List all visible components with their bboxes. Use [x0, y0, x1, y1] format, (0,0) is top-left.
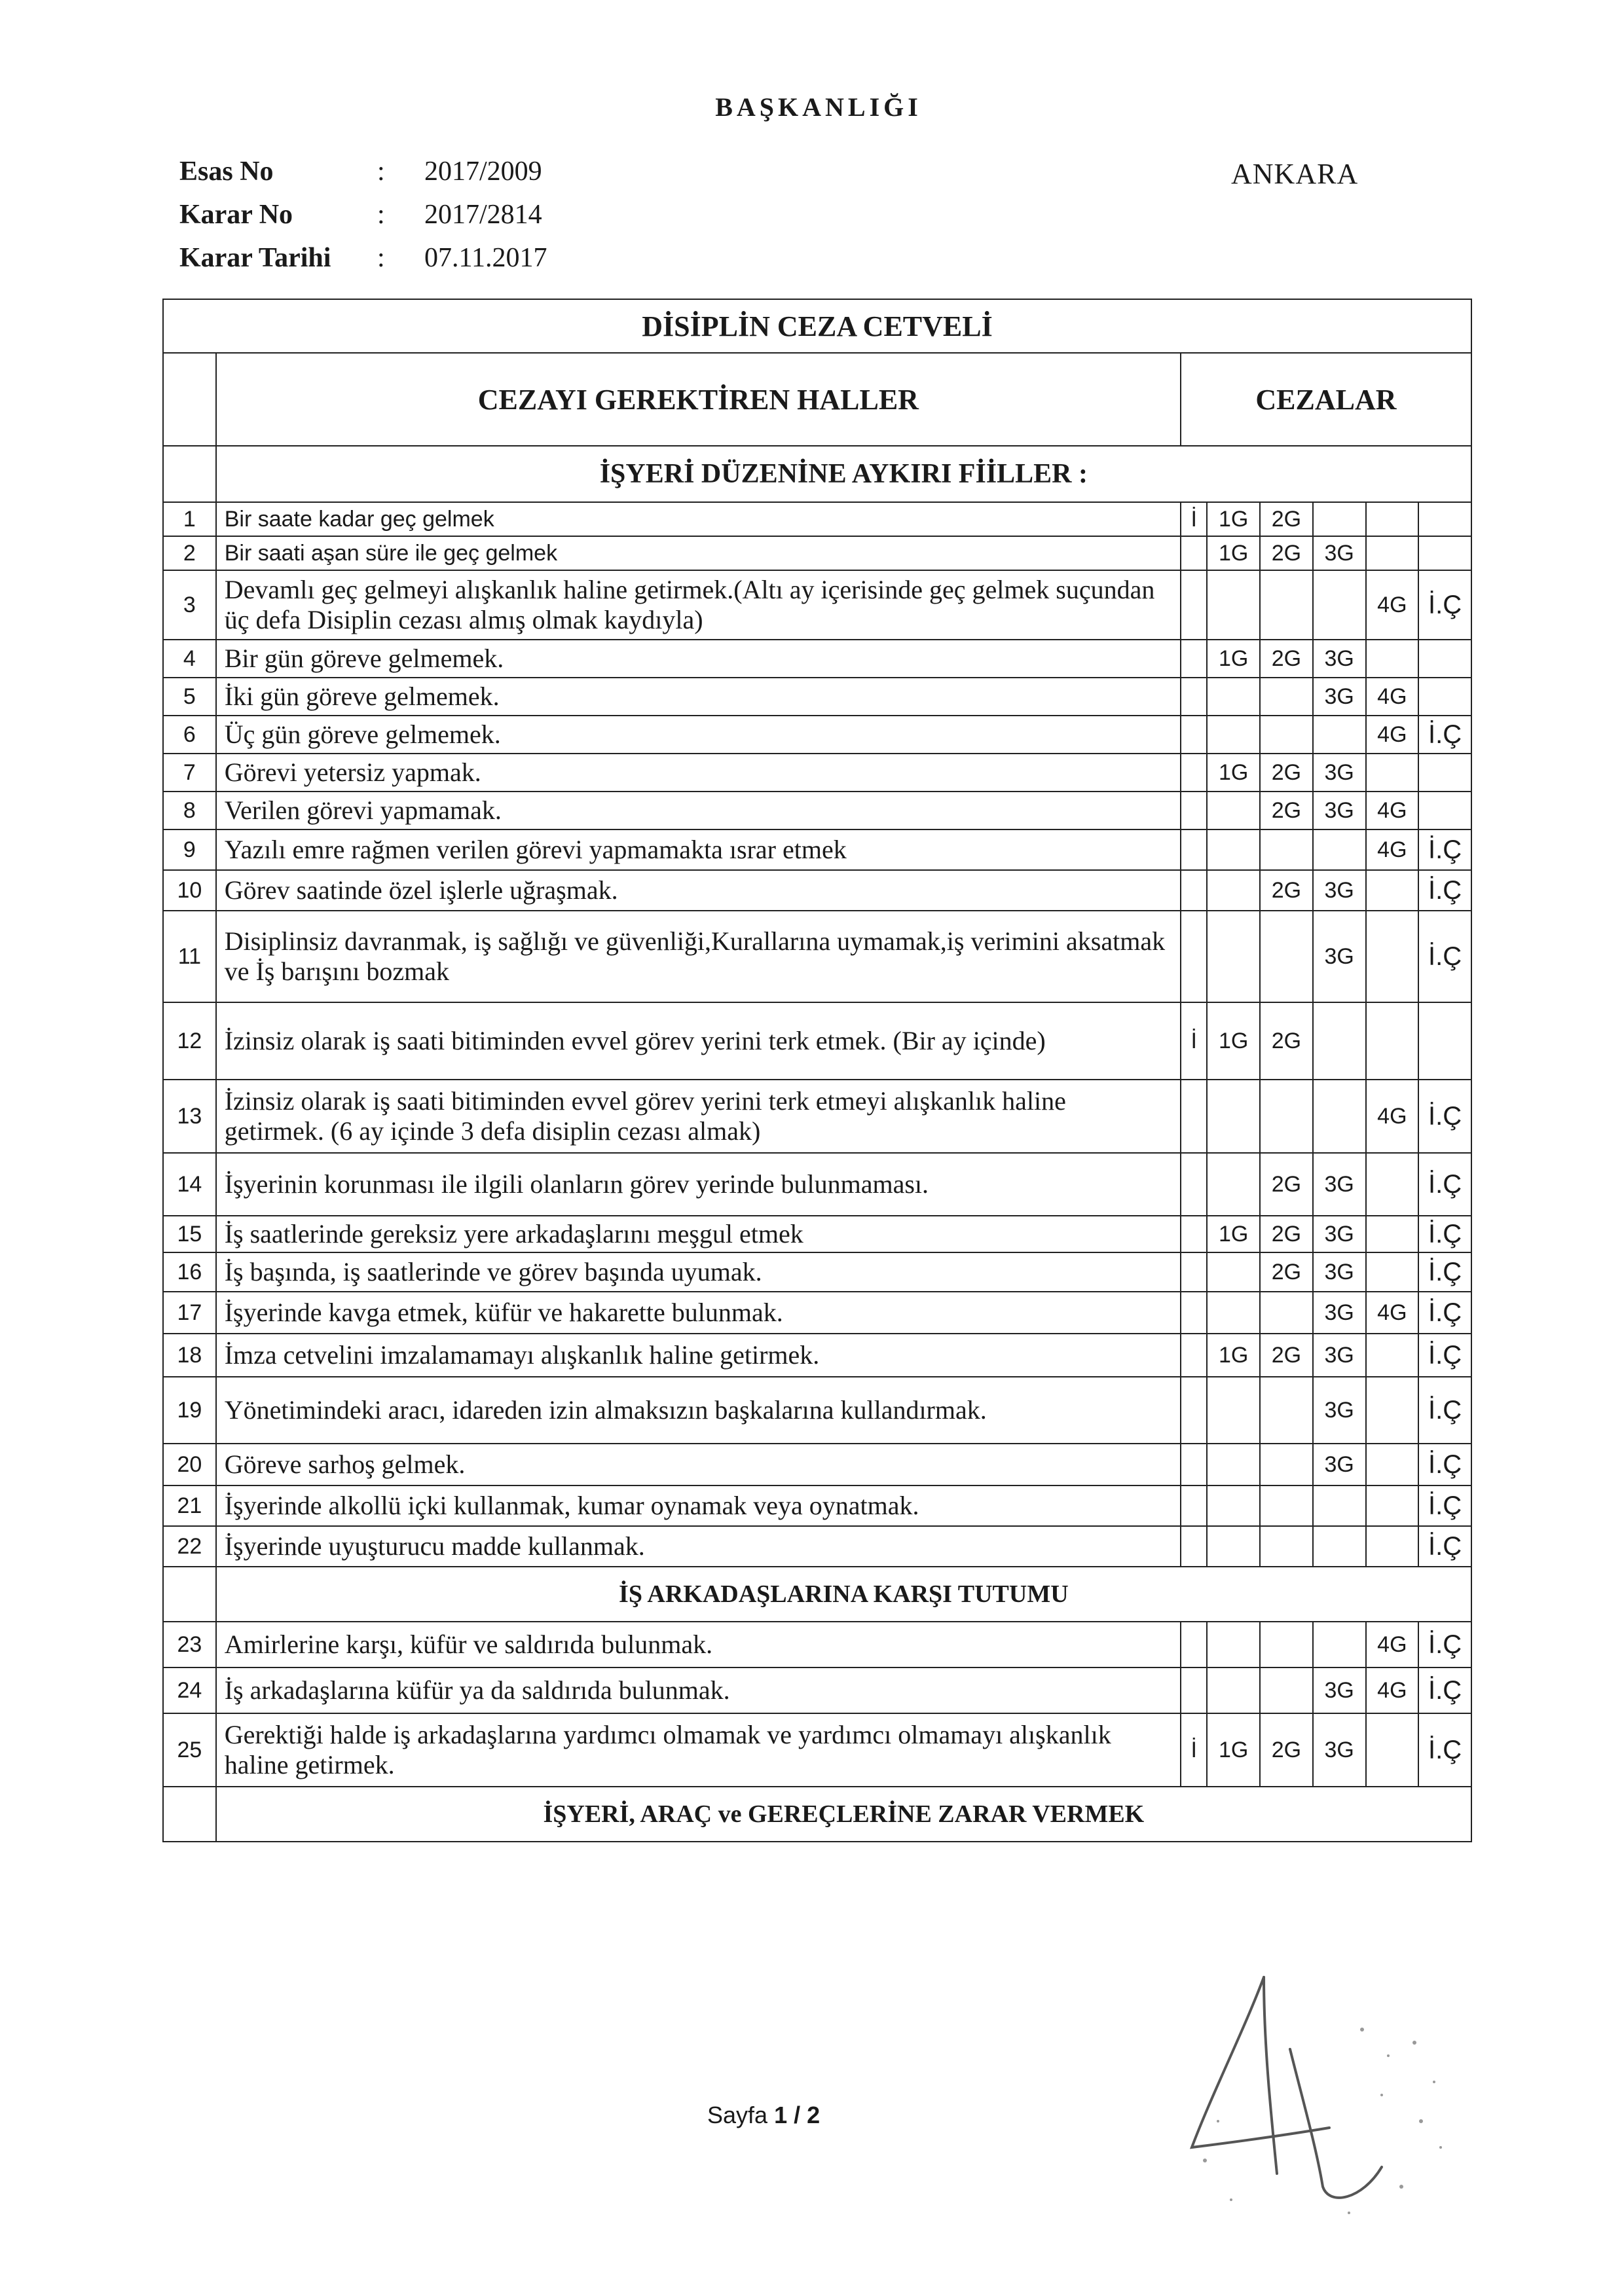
penalty-cell — [1181, 1292, 1207, 1334]
penalty-cell — [1260, 716, 1313, 754]
row-description: İşyerinin korunması ile ilgili olanların görev yerinde bulunmaması. — [216, 1153, 1181, 1216]
penalty-cell — [1181, 1622, 1207, 1667]
row-description: Yönetimindeki aracı, idareden izin almaksızın başkalarına kullandırmak. — [216, 1377, 1181, 1444]
penalty-cell: 1G — [1207, 754, 1260, 792]
penalty-cell — [1418, 536, 1471, 570]
penalty-cell — [1366, 911, 1419, 1002]
penalty-cell — [1366, 640, 1419, 678]
penalty-cell: 4G — [1366, 1292, 1419, 1334]
penalty-cell: 3G — [1313, 1667, 1366, 1713]
penalty-cell — [1181, 1153, 1207, 1216]
table-row — [163, 716, 1471, 754]
penalty-cell — [1207, 1526, 1260, 1567]
penalty-cell — [1313, 716, 1366, 754]
case-info-value: 2017/2814 — [424, 200, 542, 230]
penalty-cell: 3G — [1313, 1153, 1366, 1216]
penalty-cell: 1G — [1207, 640, 1260, 678]
row-description: Bir gün göreve gelmemek. — [216, 640, 1181, 678]
table-row — [163, 1292, 1471, 1334]
table-row — [163, 1444, 1471, 1485]
penalty-cell — [1260, 570, 1313, 640]
penalty-cell: 3G — [1313, 1252, 1366, 1292]
row-number: 16 — [163, 1252, 216, 1292]
penalty-cell — [1181, 716, 1207, 754]
penalty-cell — [1207, 911, 1260, 1002]
penalty-cell: 3G — [1313, 792, 1366, 829]
penalty-cell: 2G — [1260, 870, 1313, 911]
penalty-cell — [1260, 1622, 1313, 1667]
penalty-cell — [1260, 1377, 1313, 1444]
penalty-cell: İ.Ç — [1418, 1444, 1471, 1485]
penalty-cell — [1366, 1334, 1419, 1377]
penalty-cell — [1181, 911, 1207, 1002]
case-info-sep: : — [377, 200, 385, 230]
penalty-cell — [1207, 1292, 1260, 1334]
penalty-cell: İ — [1181, 502, 1207, 536]
row-description: Gerektiği halde iş arkadaşlarına yardımcı olmamak ve yardımcı olmamayı alışkanlık haline getirmek. — [216, 1713, 1181, 1787]
penalty-cell: 2G — [1260, 1713, 1313, 1787]
row-number: 11 — [163, 911, 216, 1002]
penalty-cell: 1G — [1207, 1216, 1260, 1252]
row-number: 7 — [163, 754, 216, 792]
penalty-cell — [1313, 1622, 1366, 1667]
penalty-cell: 2G — [1260, 536, 1313, 570]
penalty-cell — [1418, 792, 1471, 829]
table-row — [163, 536, 1471, 570]
row-number: 6 — [163, 716, 216, 754]
section-blank — [163, 1567, 216, 1622]
penalty-cell — [1260, 1526, 1313, 1567]
penalty-cell — [1207, 1080, 1260, 1153]
penalty-cell: 3G — [1313, 678, 1366, 716]
case-info-sep: : — [377, 243, 385, 273]
penalty-cell — [1366, 1002, 1419, 1080]
case-info-value: 2017/2009 — [424, 156, 542, 187]
penalty-cell: 3G — [1313, 1292, 1366, 1334]
penalty-cell — [1181, 1334, 1207, 1377]
penalty-cell — [1366, 1216, 1419, 1252]
penalty-cell: İ.Ç — [1418, 870, 1471, 911]
penalty-cell — [1181, 536, 1207, 570]
penalty-cell — [1181, 792, 1207, 829]
cut-off-heading: BAŞKANLIĞI — [715, 92, 922, 122]
penalty-cell — [1366, 1444, 1419, 1485]
penalty-cell — [1260, 1485, 1313, 1526]
penalty-cell — [1181, 1444, 1207, 1485]
penalty-cell: 3G — [1313, 1216, 1366, 1252]
table-row — [163, 1252, 1471, 1292]
case-info-sep: : — [377, 156, 385, 187]
table-row — [163, 911, 1471, 1002]
signature — [1166, 1951, 1467, 2226]
penalty-cell — [1366, 536, 1419, 570]
penalty-cell — [1207, 1485, 1260, 1526]
row-number: 9 — [163, 829, 216, 870]
penalty-cell: İ.Ç — [1418, 1622, 1471, 1667]
penalty-cell: 4G — [1366, 1667, 1419, 1713]
row-number: 5 — [163, 678, 216, 716]
penalty-cell — [1207, 792, 1260, 829]
penalty-cell: İ.Ç — [1418, 1667, 1471, 1713]
penalty-cell: İ.Ç — [1418, 1292, 1471, 1334]
penalty-cell — [1313, 570, 1366, 640]
section-blank — [163, 1787, 216, 1842]
row-description: Görev saatinde özel işlerle uğraşmak. — [216, 870, 1181, 911]
penalty-cell: İ.Ç — [1418, 1526, 1471, 1567]
row-number: 25 — [163, 1713, 216, 1787]
penalty-cell — [1207, 1444, 1260, 1485]
table-row — [163, 570, 1471, 640]
penalty-cell: 2G — [1260, 754, 1313, 792]
table-row — [163, 829, 1471, 870]
penalty-cell — [1181, 1485, 1207, 1526]
row-number: 18 — [163, 1334, 216, 1377]
row-description: İki gün göreve gelmemek. — [216, 678, 1181, 716]
table-row — [163, 1713, 1471, 1787]
row-number: 13 — [163, 1080, 216, 1153]
penalty-cell: İ — [1181, 1713, 1207, 1787]
penalty-cell — [1260, 678, 1313, 716]
penalty-cell — [1260, 1292, 1313, 1334]
row-number: 10 — [163, 870, 216, 911]
case-info-row — [179, 194, 547, 236]
penalty-cell: İ.Ç — [1418, 716, 1471, 754]
row-description: İşyerinde alkollü içki kullanmak, kumar oynamak veya oynatmak. — [216, 1485, 1181, 1526]
penalty-cell — [1181, 829, 1207, 870]
page-number: Sayfa 1 / 2 — [707, 2102, 821, 2128]
penalty-cell: 2G — [1260, 1002, 1313, 1080]
row-description: Bir saati aşan süre ile geç gelmek — [216, 536, 1181, 570]
penalty-cell — [1366, 1377, 1419, 1444]
row-number: 22 — [163, 1526, 216, 1567]
penalty-cell — [1313, 829, 1366, 870]
penalty-cell: 4G — [1366, 570, 1419, 640]
penalty-cell: 2G — [1260, 1216, 1313, 1252]
penalty-cell — [1207, 678, 1260, 716]
penalty-cell: 2G — [1260, 1334, 1313, 1377]
penalty-cell: 2G — [1260, 1252, 1313, 1292]
penalty-cell: 2G — [1260, 502, 1313, 536]
row-number: 21 — [163, 1485, 216, 1526]
penalty-cell — [1181, 640, 1207, 678]
row-description: İşyerinde uyuşturucu madde kullanmak. — [216, 1526, 1181, 1567]
row-number: 24 — [163, 1667, 216, 1713]
penalty-cell: 3G — [1313, 1444, 1366, 1485]
row-description: Görevi yetersiz yapmak. — [216, 754, 1181, 792]
row-description: İş başında, iş saatlerinde ve görev başında uyumak. — [216, 1252, 1181, 1292]
penalty-cell: 3G — [1313, 536, 1366, 570]
city-label: ANKARA — [1231, 158, 1359, 190]
penalty-cell — [1207, 716, 1260, 754]
penalty-cell: İ — [1181, 1002, 1207, 1080]
penalty-cell — [1366, 502, 1419, 536]
penalty-cell — [1418, 502, 1471, 536]
penalty-cell — [1366, 1526, 1419, 1567]
table-row — [163, 640, 1471, 678]
row-number: 3 — [163, 570, 216, 640]
section-title: İŞYERİ, ARAÇ ve GEREÇLERİNE ZARAR VERMEK — [216, 1787, 1471, 1842]
penalty-cell — [1181, 754, 1207, 792]
row-description: Üç gün göreve gelmemek. — [216, 716, 1181, 754]
penalty-cell — [1260, 1444, 1313, 1485]
case-info-value: 07.11.2017 — [424, 243, 547, 273]
penalty-cell: İ.Ç — [1418, 1080, 1471, 1153]
penalty-cell: 1G — [1207, 1334, 1260, 1377]
penalty-cell — [1181, 1526, 1207, 1567]
row-description: İş arkadaşlarına küfür ya da saldırıda bulunmak. — [216, 1667, 1181, 1713]
penalty-cell — [1418, 1002, 1471, 1080]
penalty-cell: 3G — [1313, 754, 1366, 792]
penalty-cell — [1181, 1377, 1207, 1444]
row-number: 20 — [163, 1444, 216, 1485]
row-number: 4 — [163, 640, 216, 678]
penalty-cell — [1181, 678, 1207, 716]
penalty-cell: 2G — [1260, 1153, 1313, 1216]
row-description: İş saatlerinde gereksiz yere arkadaşlarını meşgul etmek — [216, 1216, 1181, 1252]
penalty-cell: İ.Ç — [1418, 1252, 1471, 1292]
row-description: Disiplinsiz davranmak, iş sağlığı ve güvenliği,Kurallarına uymamak,iş verimini aksatmak ve İş barışını bozmak — [216, 911, 1181, 1002]
table-row — [163, 678, 1471, 716]
row-description: İzinsiz olarak iş saati bitiminden evvel görev yerini terk etmek. (Bir ay içinde) — [216, 1002, 1181, 1080]
penalty-cell — [1207, 1622, 1260, 1667]
penalty-cell: 1G — [1207, 502, 1260, 536]
penalty-cell — [1181, 1252, 1207, 1292]
penalty-cell — [1207, 1377, 1260, 1444]
penalty-cell: 1G — [1207, 1002, 1260, 1080]
penalty-cell: 3G — [1313, 640, 1366, 678]
penalty-cell: 3G — [1313, 1377, 1366, 1444]
col-header-penalties: CEZALAR — [1181, 353, 1471, 446]
row-number: 15 — [163, 1216, 216, 1252]
row-number: 19 — [163, 1377, 216, 1444]
row-number: 17 — [163, 1292, 216, 1334]
penalty-cell — [1260, 829, 1313, 870]
penalty-cell — [1313, 1080, 1366, 1153]
table-row — [163, 754, 1471, 792]
penalty-cell — [1418, 640, 1471, 678]
penalty-cell — [1207, 1153, 1260, 1216]
case-info-label: Karar No — [179, 200, 293, 230]
penalty-cell — [1313, 502, 1366, 536]
row-description: Verilen görevi yapmamak. — [216, 792, 1181, 829]
case-info-row — [179, 237, 547, 279]
penalty-cell: 4G — [1366, 678, 1419, 716]
penalty-cell: İ.Ç — [1418, 1713, 1471, 1787]
row-number: 8 — [163, 792, 216, 829]
row-number: 12 — [163, 1002, 216, 1080]
penalty-cell — [1366, 1252, 1419, 1292]
penalty-cell: 4G — [1366, 792, 1419, 829]
table-row — [163, 1485, 1471, 1526]
row-description: İzinsiz olarak iş saati bitiminden evvel görev yerini terk etmeyi alışkanlık haline getirmek. (6 ay içinde 3 defa disiplin cezası almak) — [216, 1080, 1181, 1153]
penalty-cell — [1313, 1485, 1366, 1526]
penalty-cell — [1260, 1080, 1313, 1153]
row-description: Devamlı geç gelmeyi alışkanlık haline getirmek.(Altı ay içerisinde geç gelmek suçundan üç defa Disiplin cezası almış olmak kaydıyla) — [216, 570, 1181, 640]
row-description: Bir saate kadar geç gelmek — [216, 502, 1181, 536]
table-row — [163, 1622, 1471, 1667]
penalty-cell — [1181, 1667, 1207, 1713]
penalty-cell: İ.Ç — [1418, 1334, 1471, 1377]
penalty-cell: 2G — [1260, 640, 1313, 678]
penalty-cell — [1207, 870, 1260, 911]
case-info-label: Esas No — [179, 156, 274, 187]
penalty-cell: 4G — [1366, 1622, 1419, 1667]
penalty-cell: 4G — [1366, 716, 1419, 754]
row-number: 1 — [163, 502, 216, 536]
penalty-cell: 3G — [1313, 1713, 1366, 1787]
row-description: İmza cetvelini imzalamamayı alışkanlık haline getirmek. — [216, 1334, 1181, 1377]
table-row — [163, 1377, 1471, 1444]
penalty-cell — [1181, 1216, 1207, 1252]
penalty-cell: İ.Ç — [1418, 1153, 1471, 1216]
penalty-cell: 1G — [1207, 536, 1260, 570]
row-description: Yazılı emre rağmen verilen görevi yapmamakta ısrar etmek — [216, 829, 1181, 870]
penalty-cell — [1366, 870, 1419, 911]
penalty-cell: 3G — [1313, 870, 1366, 911]
penalty-cell — [1181, 570, 1207, 640]
section-blank — [163, 446, 216, 502]
col-header-cases: CEZAYI GEREKTİREN HALLER — [216, 353, 1181, 446]
penalty-cell — [1366, 754, 1419, 792]
penalty-cell — [1207, 1667, 1260, 1713]
penalty-cell: İ.Ç — [1418, 829, 1471, 870]
penalty-cell — [1207, 1252, 1260, 1292]
penalty-cell — [1313, 1002, 1366, 1080]
case-info — [178, 149, 548, 280]
row-description: Göreve sarhoş gelmek. — [216, 1444, 1181, 1485]
header-blank — [163, 353, 216, 446]
penalty-cell — [1260, 911, 1313, 1002]
penalty-cell: İ.Ç — [1418, 911, 1471, 1002]
table-row — [163, 1216, 1471, 1252]
table-row — [163, 870, 1471, 911]
penalty-cell: İ.Ç — [1418, 1485, 1471, 1526]
penalty-cell — [1418, 754, 1471, 792]
penalty-cell: İ.Ç — [1418, 570, 1471, 640]
table-row — [163, 1526, 1471, 1567]
penalty-cell — [1366, 1713, 1419, 1787]
table-row — [163, 502, 1471, 536]
penalty-cell — [1418, 678, 1471, 716]
table-title: DİSİPLİN CEZA CETVELİ — [163, 299, 1471, 353]
penalty-cell — [1366, 1153, 1419, 1216]
table-row — [163, 1080, 1471, 1153]
case-info-row — [179, 151, 547, 192]
discipline-penalty-table — [162, 299, 1472, 1842]
penalty-cell — [1181, 1080, 1207, 1153]
penalty-cell: İ.Ç — [1418, 1377, 1471, 1444]
penalty-cell — [1260, 1667, 1313, 1713]
penalty-cell: 2G — [1260, 792, 1313, 829]
table-row — [163, 1002, 1471, 1080]
table-row — [163, 1334, 1471, 1377]
penalty-cell — [1207, 570, 1260, 640]
penalty-cell: 3G — [1313, 911, 1366, 1002]
penalty-cell — [1181, 870, 1207, 911]
penalty-cell: 1G — [1207, 1713, 1260, 1787]
penalty-cell: 4G — [1366, 1080, 1419, 1153]
penalty-cell: 4G — [1366, 829, 1419, 870]
table-row — [163, 1667, 1471, 1713]
penalty-cell: 3G — [1313, 1334, 1366, 1377]
row-number: 2 — [163, 536, 216, 570]
row-number: 23 — [163, 1622, 216, 1667]
penalty-cell — [1207, 829, 1260, 870]
row-number: 14 — [163, 1153, 216, 1216]
table-row — [163, 792, 1471, 829]
penalty-cell: İ.Ç — [1418, 1216, 1471, 1252]
section-title: İŞ ARKADAŞLARINA KARŞI TUTUMU — [216, 1567, 1471, 1622]
row-description: Amirlerine karşı, küfür ve saldırıda bulunmak. — [216, 1622, 1181, 1667]
case-info-label: Karar Tarihi — [179, 243, 331, 273]
section-title: İŞYERİ DÜZENİNE AYKIRI FİİLLER : — [216, 446, 1471, 502]
penalty-cell — [1366, 1485, 1419, 1526]
row-description: İşyerinde kavga etmek, küfür ve hakarette bulunmak. — [216, 1292, 1181, 1334]
penalty-cell — [1313, 1526, 1366, 1567]
table-row — [163, 1153, 1471, 1216]
